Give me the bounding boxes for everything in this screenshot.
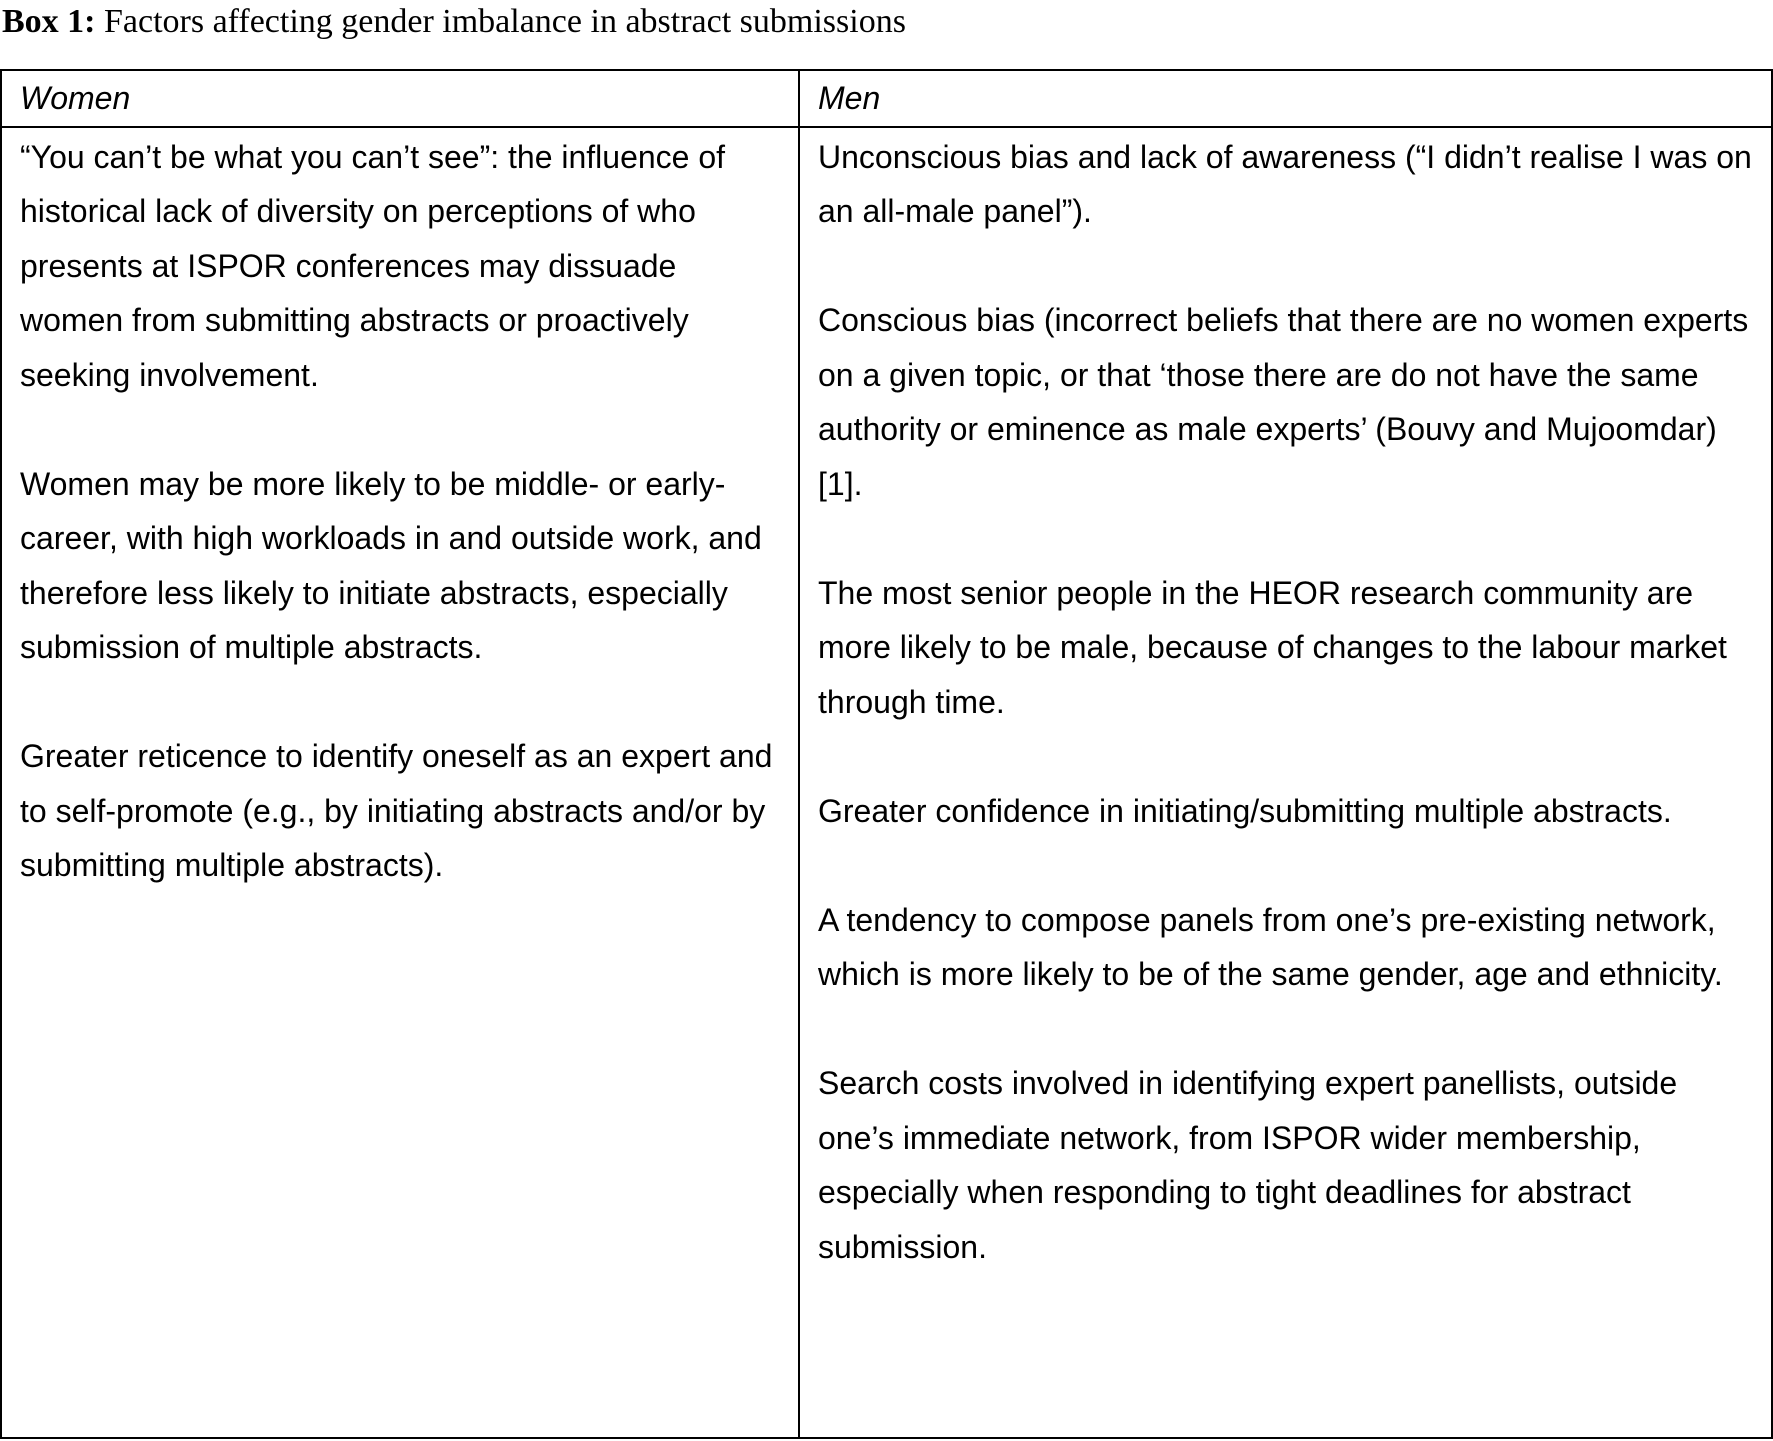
column-header-women: Women (1, 70, 799, 127)
men-factor: The most senior people in the HEOR research community are more likely to be male, because of changes to the labour market through time. (818, 574, 1727, 720)
men-factor: Unconscious bias and lack of awareness (“I didn’t realise I was on an all-male panel”). (818, 138, 1752, 229)
men-cell (799, 127, 1772, 1439)
table-body-row (1, 127, 1772, 1439)
men-factor: A tendency to compose panels from one’s pre-existing network, which is more likely to be of the same gender, age and ethnicity. (818, 901, 1723, 992)
men-factor: Greater confidence in initiating/submitting multiple abstracts. (818, 792, 1672, 829)
column-header-men: Men (799, 70, 1772, 127)
factors-table (0, 69, 1773, 1439)
women-cell (1, 127, 799, 1439)
women-factor: Women may be more likely to be middle- or early-career, with high workloads in and outside work, and therefore less likely to initiate abstracts, especially submission of multiple abstracts. (20, 465, 762, 665)
box-label: Box 1: (2, 3, 96, 40)
men-factor: Search costs involved in identifying expert panellists, outside one’s immediate network, from ISPOR wider membership, especially when responding to tight deadlines for abstract submission. (818, 1065, 1678, 1265)
men-factor: Conscious bias (incorrect beliefs that there are no women experts on a given topic, or that ‘those there are do not have the same authority or eminence as male experts’ (Bouvy and Mujoomdar) [1]. (818, 302, 1749, 502)
box-caption: Factors affecting gender imbalance in abstract submissions (95, 3, 906, 40)
women-factor: Greater reticence to identify oneself as an expert and to self-promote (e.g., by initiating abstracts and/or by submitting multiple abstracts). (20, 738, 773, 883)
table-header-row (1, 70, 1772, 127)
box-title (2, 2, 906, 42)
women-factor: “You can’t be what you can’t see”: the influence of historical lack of diversity on perceptions of who presents at ISPOR conferences may dissuade women from submitting abstracts or proactively seeking involvement. (20, 138, 726, 393)
